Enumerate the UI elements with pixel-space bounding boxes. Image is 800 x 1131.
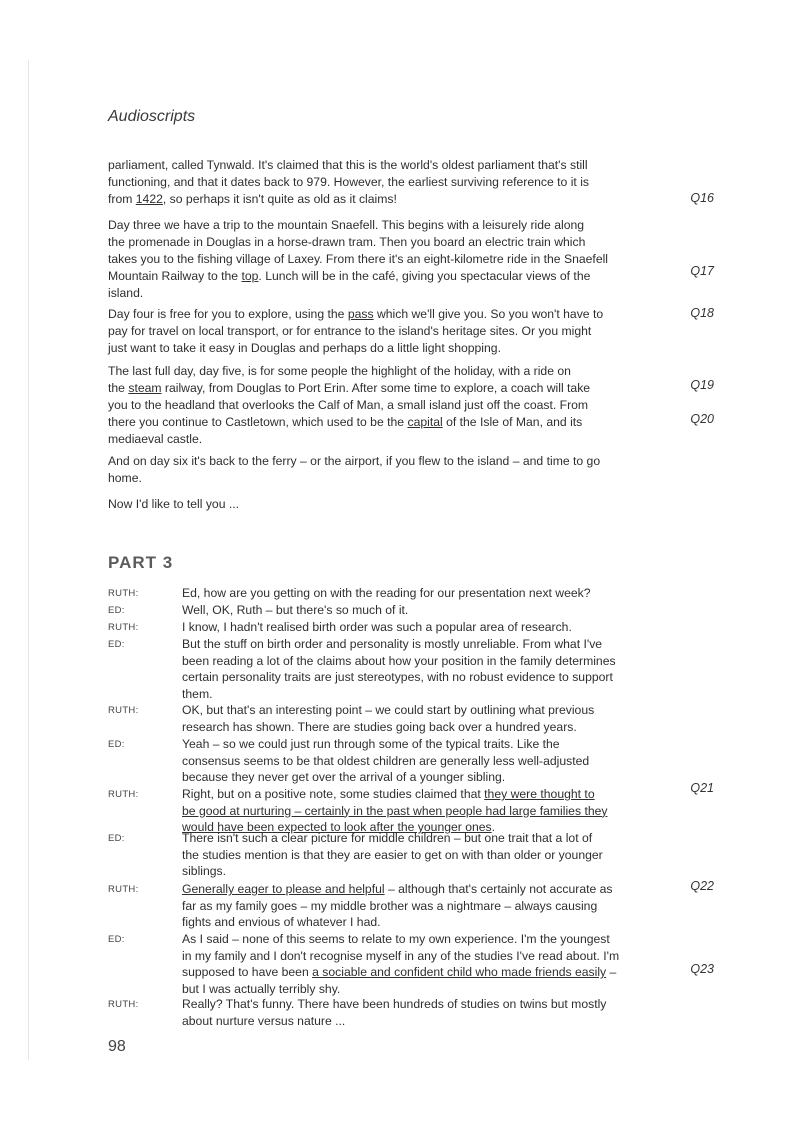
- speaker-label: ED:: [108, 639, 125, 650]
- speaker-label: ED:: [108, 739, 125, 750]
- page-number: 98: [108, 1038, 126, 1055]
- answer-1422: 1422: [135, 192, 163, 206]
- text-line: [182, 786, 674, 803]
- part-title: PART 3: [108, 553, 174, 572]
- speaker-label: RUTH:: [108, 588, 139, 599]
- text-span: Mountain Railway to the: [108, 269, 242, 283]
- answer-q21: would have been expected to look after the younger ones: [182, 820, 492, 835]
- dialogue-turn: [182, 881, 674, 931]
- text-line: island.: [108, 286, 144, 300]
- speaker-label: ED:: [108, 605, 125, 616]
- dialogue-turn: [182, 786, 674, 836]
- question-q19: Q19: [690, 378, 714, 392]
- answer-steam: steam: [128, 381, 162, 395]
- text-line: home.: [108, 471, 142, 485]
- text-line: Ed, how are you getting on with the reading for our presentation next week?: [182, 586, 591, 600]
- dialogue-turn: [182, 585, 674, 602]
- text-line: I know, I hadn't realised birth order was such a popular area of research.: [182, 620, 572, 634]
- answer-q22: Generally eager to please and helpful: [182, 882, 385, 896]
- question-q16: Q16: [690, 191, 714, 205]
- answer-q23: a sociable and confident child who made friends easily: [312, 965, 607, 980]
- text-line: Really? That's funny. There have been hundreds of studies on twins but mostly: [182, 997, 607, 1011]
- speaker-label: RUTH:: [108, 705, 139, 716]
- text-line: you to the headland that overlooks the Calf of Man, a small island just off the coast. From: [108, 398, 589, 412]
- speaker-label: RUTH:: [108, 999, 139, 1010]
- text-line: [108, 268, 664, 285]
- text-line: pay for travel on local transport, or for entrance to the island's heritage sites. Or you might: [108, 324, 592, 338]
- paragraph-4: [108, 363, 664, 448]
- text-line: mediaeval castle.: [108, 432, 203, 446]
- answer-capital: capital: [407, 415, 443, 429]
- page-edge: [28, 60, 29, 1060]
- text-line: because they never get over the arrival of a younger sibling.: [182, 770, 506, 785]
- text-line: far as my family goes – my middle brother was a nightmare – always causing: [182, 898, 598, 913]
- text-span: which we'll give you. So you won't have to: [373, 307, 604, 321]
- question-q18: Q18: [690, 306, 714, 320]
- question-q20: Q20: [690, 412, 714, 426]
- paragraph-3: [108, 306, 664, 357]
- dialogue-turn: [182, 619, 674, 636]
- paragraph-2: [108, 217, 664, 302]
- text-line: takes you to the fishing village of Laxey. From there it's an eight-kilometre ride in the Snaefell: [108, 252, 609, 266]
- text-line: the studies mention is that they are easier to get on with than older or younger: [182, 847, 603, 862]
- text-line: functioning, and that it dates back to 979. However, the earliest surviving reference to it is: [108, 175, 589, 189]
- text-line: parliament, called Tynwald. It's claimed that this is the world's oldest parliament that's still: [108, 158, 588, 172]
- text-line: Day three we have a trip to the mountain Snaefell. This begins with a leisurely ride along: [108, 218, 585, 232]
- paragraph-1: [108, 157, 664, 208]
- text-line: Well, OK, Ruth – but there's so much of it.: [182, 603, 409, 617]
- answer-q21: they were thought to: [484, 787, 595, 801]
- text-line: research has shown. There are studies going back over a hundred years.: [182, 719, 577, 734]
- text-line: And on day six it's back to the ferry – or the airport, if you flew to the island – and time to go: [108, 454, 601, 468]
- question-q17: Q17: [690, 264, 714, 278]
- text-line: As I said – none of this seems to relate to my own experience. I'm the youngest: [182, 932, 610, 946]
- text-line: but I was actually terribly shy.: [182, 981, 341, 996]
- text-span: of the Isle of Man, and its: [442, 415, 583, 429]
- text-line: Yeah – so we could just run through some of the typical traits. Like the: [182, 737, 560, 751]
- answer-top: top: [241, 269, 259, 283]
- speaker-label: RUTH:: [108, 884, 139, 895]
- text-line: OK, but that's an interesting point – we could start by outlining what previous: [182, 703, 595, 717]
- answer-q21: be good at nurturing – certainly in the past when people had large families they: [182, 803, 608, 818]
- text-span: , so perhaps it isn't quite as old as it claims!: [162, 192, 397, 206]
- page-header: Audioscripts: [108, 108, 196, 125]
- dialogue-turn: [182, 636, 674, 702]
- text-line: [108, 380, 664, 397]
- text-line: the promenade in Douglas in a horse-drawn tram. Then you board an electric train which: [108, 235, 586, 249]
- text-line: There isn't such a clear picture for middle children – but one trait that a lot of: [182, 831, 593, 845]
- text-line: just want to take it easy in Douglas and perhaps do a little light shopping.: [108, 341, 501, 355]
- text-line: [108, 191, 664, 208]
- text-span: supposed to have been: [182, 965, 313, 980]
- dialogue-turn: [182, 702, 674, 735]
- paragraph-5: [108, 453, 664, 487]
- text-span: –: [606, 965, 617, 980]
- question-q21: Q21: [690, 781, 714, 795]
- question-q23: Q23: [690, 962, 714, 976]
- text-span: from: [108, 192, 136, 206]
- text-line: [182, 964, 674, 981]
- dialogue-turn: [182, 602, 674, 619]
- text-span: .: [491, 820, 496, 835]
- text-span: there you continue to Castletown, which used to be the: [108, 415, 408, 429]
- dialogue-turn: [182, 736, 674, 786]
- text-span: the: [108, 381, 129, 395]
- text-line: Now I'd like to tell you ...: [108, 497, 240, 511]
- text-line: The last full day, day five, is for some people the highlight of the holiday, with a ride on: [108, 364, 571, 378]
- text-line: certain personality traits are just stereotypes, with no robust evidence to support: [182, 670, 613, 685]
- dialogue-turn: [182, 996, 674, 1029]
- dialogue-turn: [182, 931, 674, 997]
- speaker-label: ED:: [108, 934, 125, 945]
- answer-pass: pass: [347, 307, 374, 321]
- text-line: [182, 881, 674, 898]
- dialogue-turn: [182, 830, 674, 880]
- paragraph-6: [108, 496, 664, 513]
- text-line: [108, 306, 664, 323]
- text-line: been reading a lot of the claims about how your position in the family determines: [182, 653, 616, 668]
- text-line: siblings.: [182, 864, 227, 879]
- text-line: [182, 803, 674, 820]
- text-span: railway, from Douglas to Port Erin. After some time to explore, a coach will take: [161, 381, 591, 395]
- text-span: Right, but on a positive note, some studies claimed that: [182, 787, 485, 801]
- text-span: . Lunch will be in the café, giving you spectacular views of the: [258, 269, 591, 283]
- text-span: – although that's certainly not accurate as: [384, 882, 613, 896]
- speaker-label: ED:: [108, 833, 125, 844]
- text-line: them.: [182, 686, 213, 701]
- speaker-label: RUTH:: [108, 622, 139, 633]
- text-span: Day four is free for you to explore, using the: [108, 307, 348, 321]
- text-line: about nurture versus nature ...: [182, 1013, 346, 1028]
- question-q22: Q22: [690, 879, 714, 893]
- text-line: But the stuff on birth order and personality is mostly unreliable. From what I've: [182, 637, 603, 651]
- text-line: fights and envious of whatever I had.: [182, 915, 381, 930]
- text-line: [108, 414, 664, 431]
- text-line: in my family and I don't recognise myself in any of the studies I've read about. I'm: [182, 948, 620, 963]
- speaker-label: RUTH:: [108, 789, 139, 800]
- text-line: consensus seems to be that oldest children are generally less well-adjusted: [182, 753, 590, 768]
